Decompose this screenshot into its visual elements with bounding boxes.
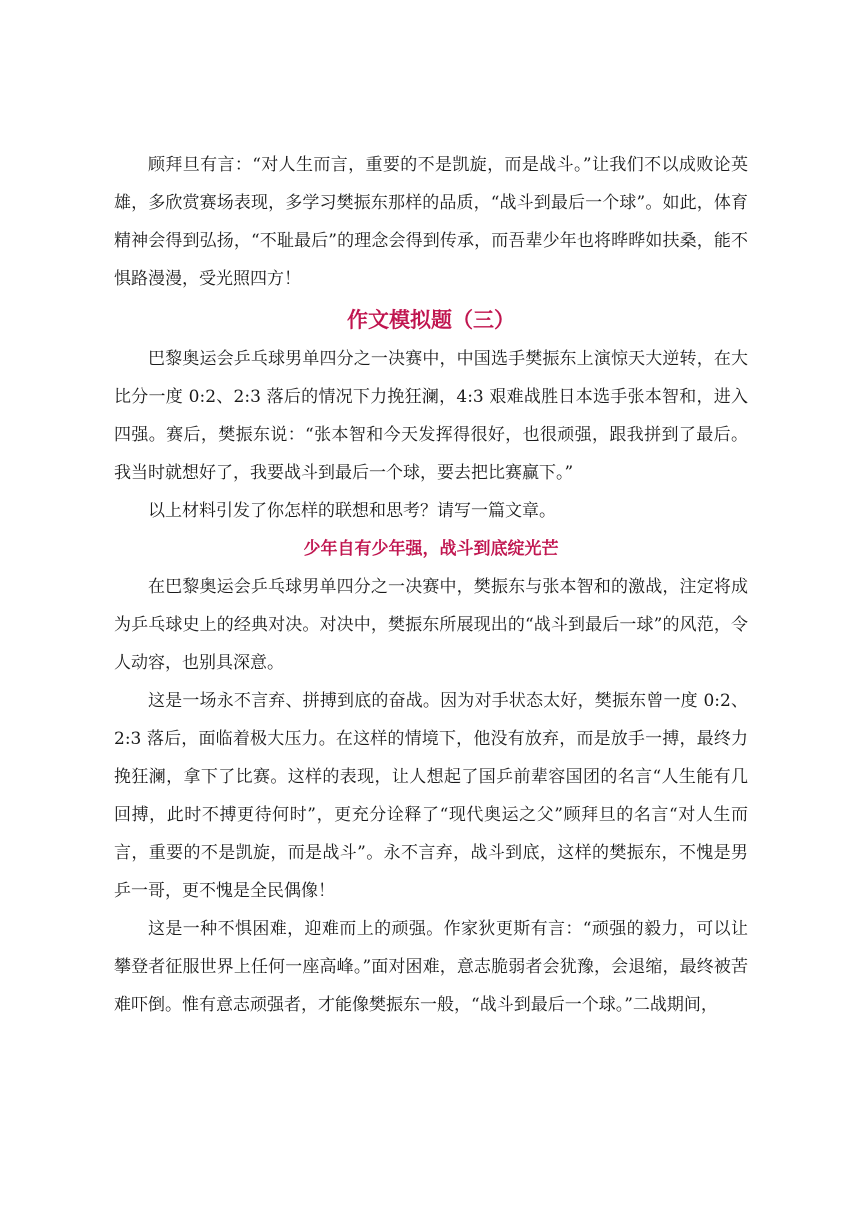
essay-paragraph: 这是一场永不言弃、拼搏到底的奋战。因为对手状态太好，樊振东曾一度 0:2、2:3 落后，面临着极大压力。在这样的情境下，他没有放弃，而是放手一搏，最终力挽狂澜，拿下了比赛。这样的表现，让人想起了国乒前辈容国团的名言“人生能有几回搏，此时不搏更待何时”，更充分诠释了“现代奥运之父”顾拜旦的名言“对人生而言，重要的不是凯旋，而是战斗”。永不言弃，战斗到底，这样的樊振东，不愧是男乒一哥，更不愧是全民偶像！ bbox=[114, 691, 748, 901]
essay-paragraph: 在巴黎奥运会乒乓球男单四分之一决赛中，樊振东与张本智和的激战，注定将成为乒乓球史上的经典对决。对决中，樊振东所展现出的“战斗到最后一球”的风范，令人动容，也别具深意。 bbox=[114, 577, 748, 673]
prompt-paragraph: 巴黎奥运会乒乓球男单四分之一决赛中，中国选手樊振东上演惊天大逆转，在大比分一度 0:2、2:3 落后的情况下力挽狂澜，4:3 艰难战胜日本选手张本智和，进入四强。赛后，樊振东说：“张本智和今天发挥得很好，也很顽强，跟我拼到了最后。我当时就想好了，我要战斗到最后一个球，要去把比赛赢下。” bbox=[114, 349, 748, 483]
prompt-instruction: 以上材料引发了你怎样的联想和思考？请写一篇文章。 bbox=[148, 501, 556, 521]
document-body bbox=[114, 146, 748, 1024]
intro-paragraph: 顾拜旦有言：“对人生而言，重要的不是凯旋，而是战斗。”让我们不以成败论英雄，多欣赏赛场表现，多学习樊振东那样的品质，“战斗到最后一个球”。如此，体育精神会得到弘扬，“不耻最后”的理念会得到传承，而吾辈少年也将晔晔如扶桑，能不惧路漫漫，受光照四方！ bbox=[114, 155, 748, 289]
section-title: 作文模拟题（三） bbox=[347, 308, 515, 332]
essay-title: 少年自有少年强，战斗到底绽光芒 bbox=[303, 539, 559, 559]
essay-paragraph: 这是一种不惧困难，迎难而上的顽强。作家狄更斯有言：“顽强的毅力，可以让攀登者征服世界上任何一座高峰。”面对困难，意志脆弱者会犹豫，会退缩，最终被苦难吓倒。惟有意志顽强者，才能像樊振东一般，“战斗到最后一个球。”二战期间， bbox=[114, 919, 748, 1015]
